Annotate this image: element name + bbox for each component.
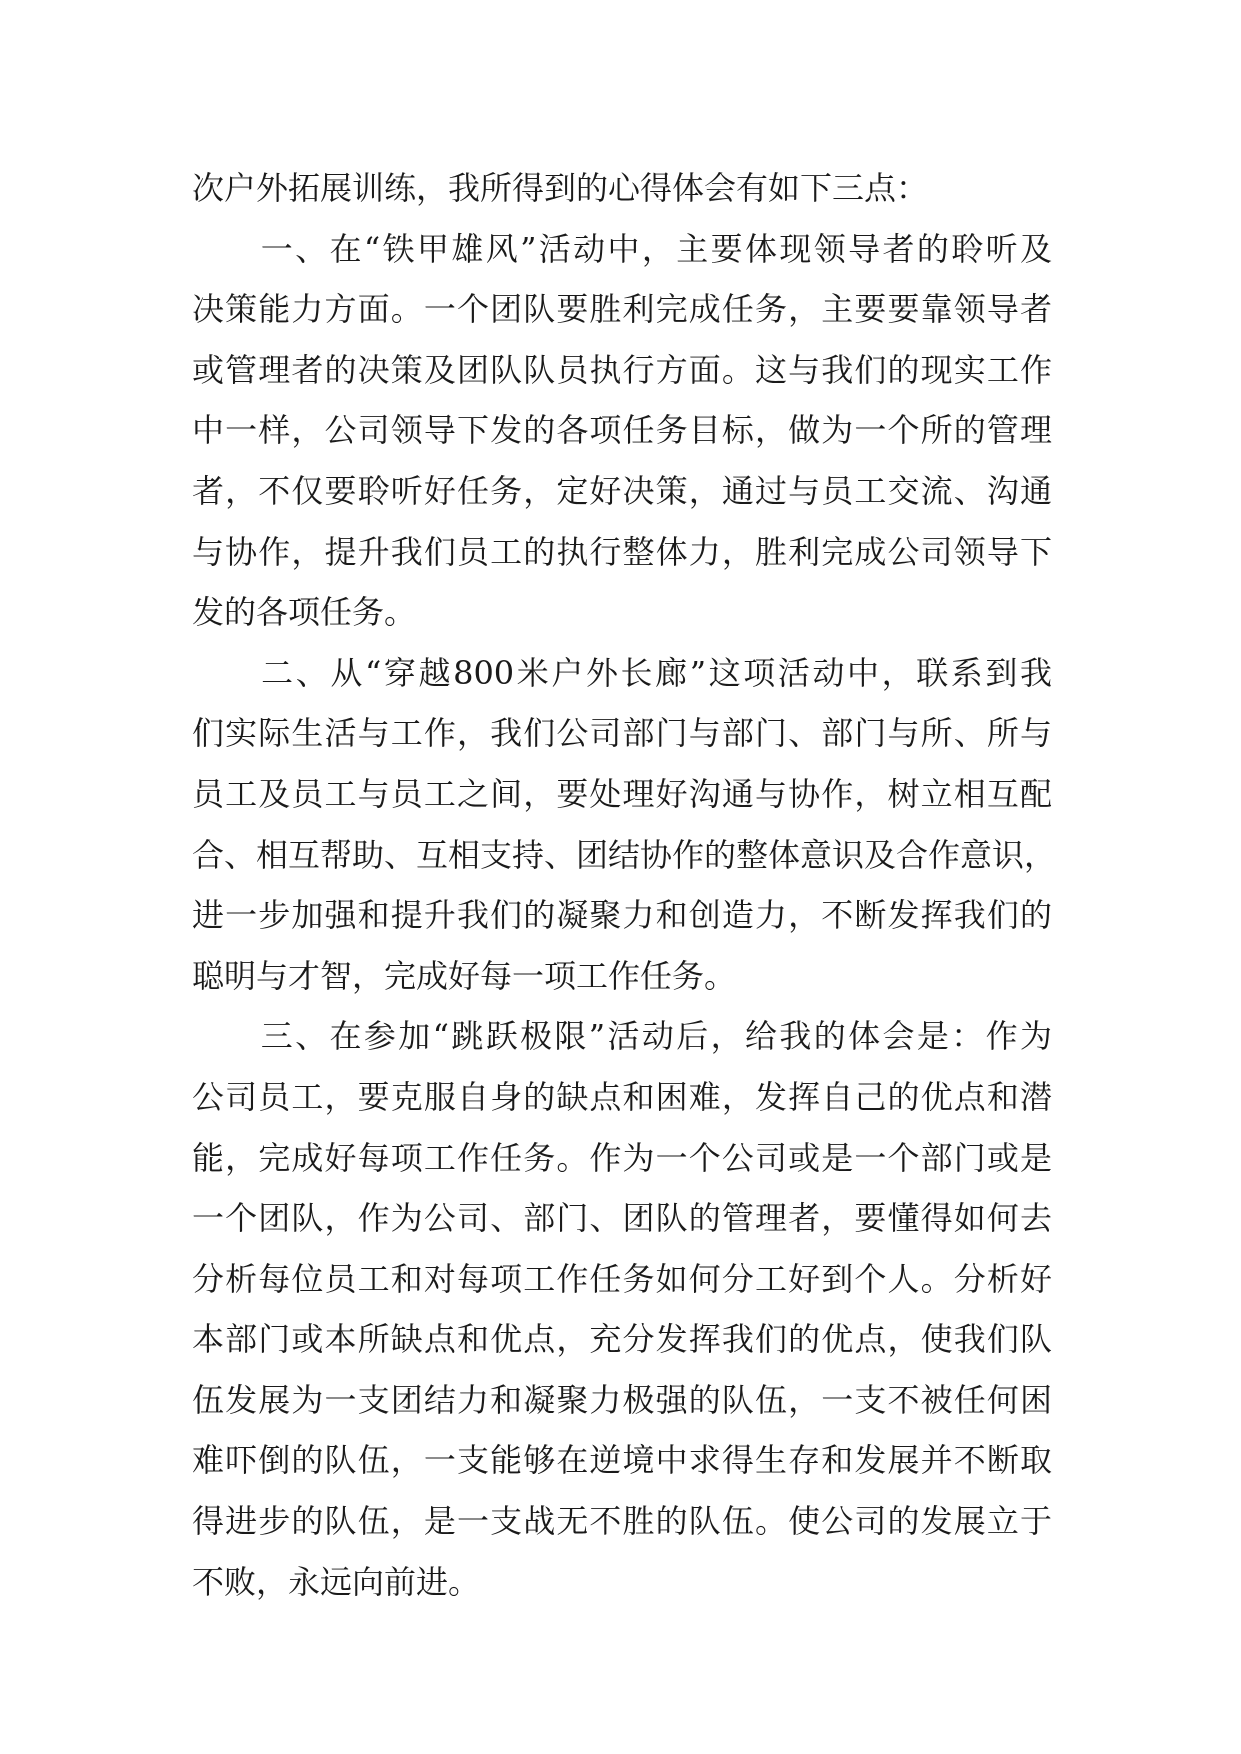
text-line: 中一样，公司领导下发的各项任务目标，做为一个所的管理 [192, 411, 1052, 450]
text-line: 本部门或本所缺点和优点，充分发挥我们的优点，使我们队 [192, 1320, 1052, 1359]
text-line: 们实际生活与工作，我们公司部门与部门、部门与所、所与 [192, 714, 1052, 753]
body-text [192, 158, 1057, 1612]
text-line: 不败，永远向前进。 [192, 1562, 481, 1601]
text-line: 进一步加强和提升我们的凝聚力和创造力，不断发挥我们的 [192, 896, 1052, 935]
text-line: 聪明与才智，完成好每一项工作任务。 [192, 956, 737, 995]
text-line: 合、相互帮助、互相支持、团结协作的整体意识及合作意识， [192, 835, 1057, 874]
text-line: 一个团队，作为公司、部门、团队的管理者，要懂得如何去 [192, 1199, 1052, 1238]
text-line: 分析每位员工和对每项工作任务如何分工好到个人。分析好 [192, 1259, 1052, 1298]
text-line: 员工及员工与员工之间，要处理好沟通与协作，树立相互配 [192, 774, 1052, 813]
text-line: 难吓倒的队伍，一支能够在逆境中求得生存和发展并不断取 [192, 1441, 1052, 1480]
text-line: 伍发展为一支团结力和凝聚力极强的队伍，一支不被任何困 [192, 1380, 1052, 1419]
text-line: 决策能力方面。一个团队要胜利完成任务，主要要靠领导者 [192, 290, 1052, 329]
text-line: 发的各项任务。 [192, 593, 417, 632]
text-line: 一、在“铁甲雄风”活动中，主要体现领导者的聆听及 [192, 229, 1052, 268]
text-line: 者，不仅要聆听好任务，定好决策，通过与员工交流、沟通 [192, 471, 1052, 510]
text-line: 或管理者的决策及团队队员执行方面。这与我们的现实工作 [192, 350, 1052, 389]
text-line: 次户外拓展训练，我所得到的心得体会有如下三点： [192, 169, 929, 207]
text-line: 得进步的队伍，是一支战无不胜的队伍。使公司的发展立于 [192, 1502, 1052, 1541]
text-line: 能，完成好每项工作任务。作为一个公司或是一个部门或是 [192, 1138, 1052, 1177]
text-line: 二、从“穿越800米户外长廊”这项活动中，联系到我 [192, 653, 1052, 692]
text-line: 与协作，提升我们员工的执行整体力，胜利完成公司领导下 [192, 532, 1052, 571]
text-line: 公司员工，要克服自身的缺点和困难，发挥自己的优点和潜 [192, 1077, 1052, 1116]
text-line: 三、在参加“跳跃极限”活动后，给我的体会是：作为 [192, 1017, 1052, 1056]
